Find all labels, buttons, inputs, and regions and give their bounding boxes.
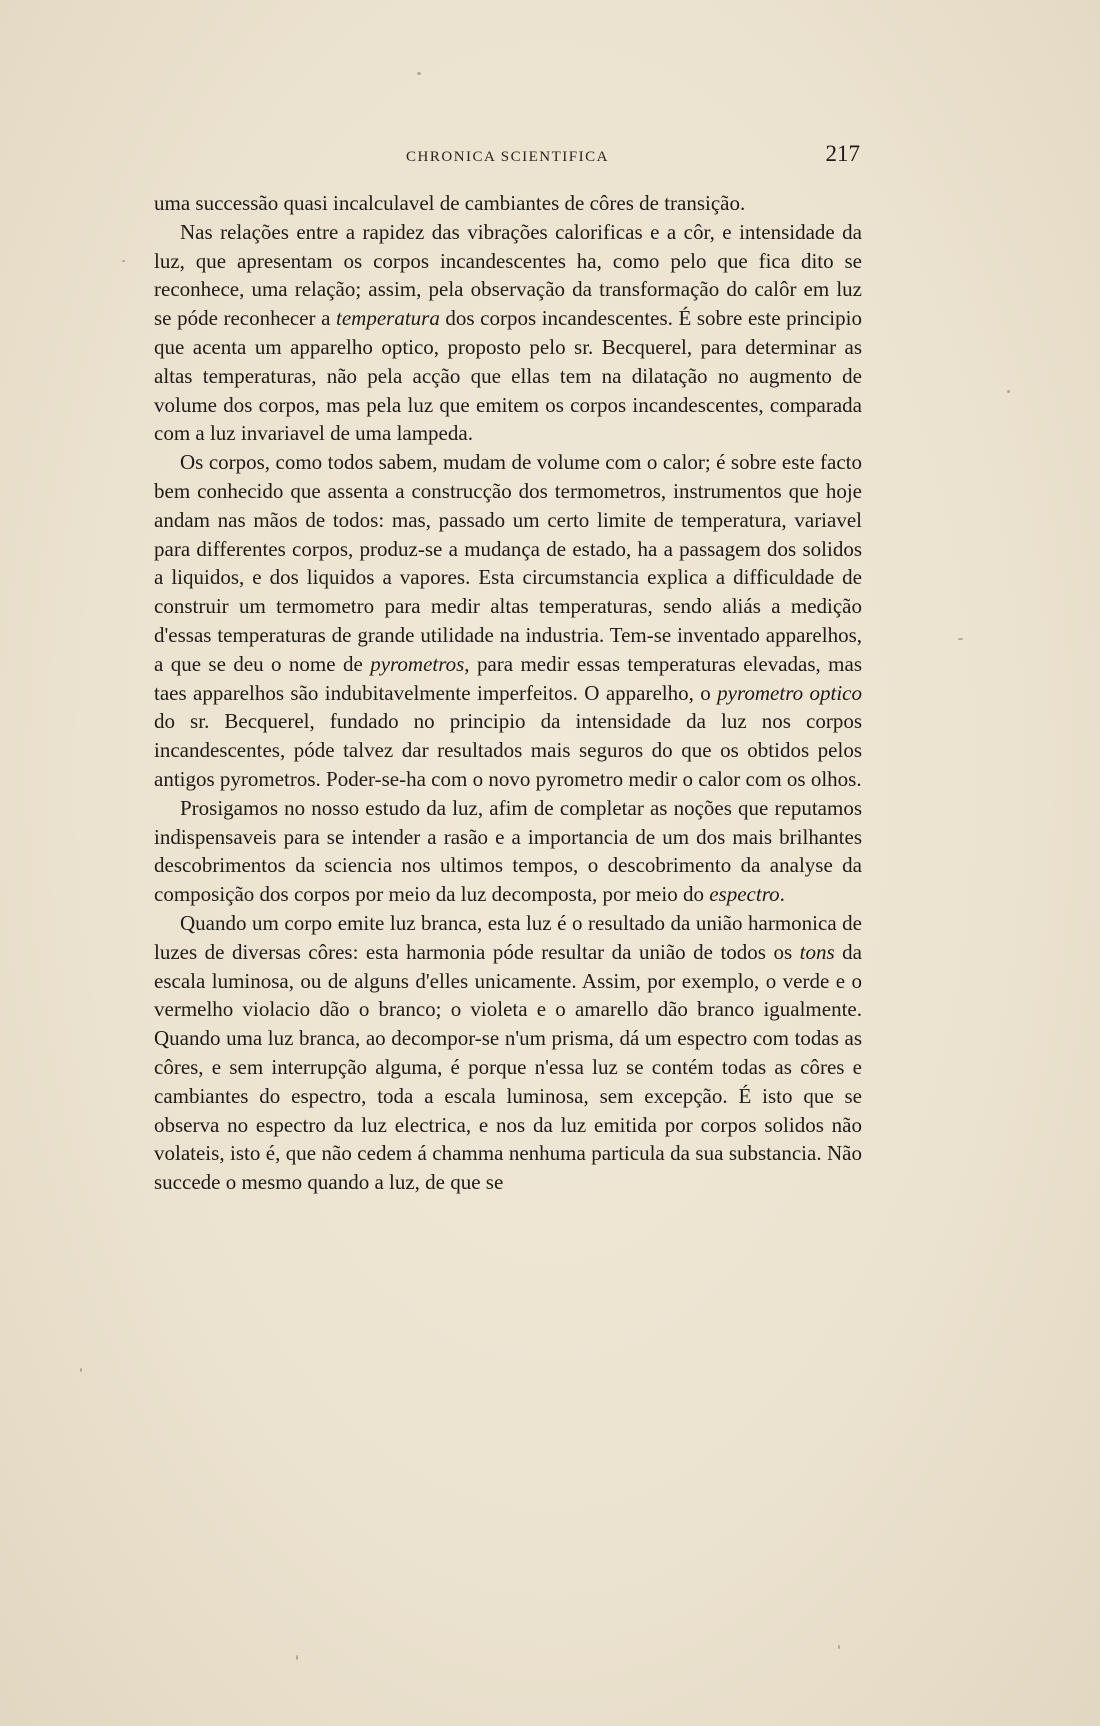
body-text [154, 189, 862, 1197]
paragraph-5 [154, 909, 862, 1197]
text-run: , para medir essas temperaturas elevadas, mas taes apparelhos são indubitavelmente imperfeitos. O apparelho, o [154, 651, 862, 705]
paper-speck [838, 1645, 840, 1649]
paragraph-2 [154, 218, 862, 448]
text-run: Nas relações entre a rapidez das vibrações calorificas e a côr, e intensidade da luz, que apresentam os corpos incandescentes ha, como pelo que fica dito se reconhece, uma relação; assim, pela observação da transformação do calôr em luz se póde reconhecer a [154, 219, 862, 331]
text-run: do sr. Becquerel, fundado no principio da intensidade da luz nos corpos incandescentes, póde talvez dar resultados mais seguros do que os obtidos pelos antigos pyrometros. Poder-se-ha com o novo pyrometro medir o calor com os olhos. [154, 709, 862, 791]
text-run: Os corpos, como todos sabem, mudam de volume com o calor; é sobre este facto bem conhecido que assenta a construcção dos termometros, instrumentos que hoje andam nas mãos de todos: mas, passado um certo limite de temperatura, variavel para differentes corpos, produz-se a mudança de estado, ha a passagem dos solidos a liquidos, e dos liquidos a vapores. Esta circumstancia explica a difficuldade de construir um termometro para medir altas temperaturas, sendo aliás a medição d'essas temperaturas de grande utilidade na industria. Tem-se inventado apparelhos, a que se deu o nome de [154, 450, 862, 676]
paper-speck [296, 1655, 298, 1660]
paragraph-4 [154, 794, 862, 909]
running-head [155, 141, 860, 175]
paragraph-3 [154, 448, 862, 794]
paper-speck [1007, 390, 1010, 393]
running-head-title: CHRONICA SCIENTIFICA [406, 149, 609, 165]
italic-term: pyrometro optico [717, 680, 862, 705]
text-run: da escala luminosa, ou de alguns d'elles unicamente. Assim, por exemplo, o verde e o vermelho violacio dão o branco; o violeta e o amarello dão branco igualmente. Quando uma luz branca, ao decompor-se n'um prisma, dá um espectro com todas as côres, e sem interrupção alguma, é porque n'essa luz se contém todas as côres e cambiantes do espectro, toda a escala luminosa, sem excepção. É isto que se observa no espectro da luz electrica, e nos da luz emitida por corpos solidos não volateis, isto é, que não cedem á chamma nenhuma particula da sua substancia. Não succede o mesmo quando a luz, de que se [154, 939, 862, 1195]
paper-speck [122, 260, 125, 262]
text-run: Prosigamos no nosso estudo da luz, afim de completar as noções que reputamos indispensaveis para se intender a rasão e a importancia de um dos mais brilhantes descobrimentos da sciencia nos ultimos tempos, o descobrimento da analyse da composição dos corpos por meio da luz decomposta, por meio do [154, 795, 862, 907]
text-run: dos corpos incandescentes. É sobre este principio que acenta um apparelho optico, proposto pelo sr. Becquerel, para determinar as altas temperaturas, não pela acção que ellas tem na dilatação no augmento de volume dos corpos, mas pela luz que emitem os corpos incandescentes, comparada com a luz invariavel de uma lampeda. [154, 306, 862, 446]
paragraph-1 [154, 189, 862, 218]
page-number: 217 [825, 141, 860, 166]
text-run: Quando um corpo emite luz branca, esta luz é o resultado da união harmonica de luzes de diversas côres: esta harmonia póde resultar da união de todos os [154, 910, 862, 964]
italic-term: pyrometros [370, 651, 465, 676]
text-run: uma successão quasi incalculavel de cambiantes de côres de transição. [154, 191, 746, 215]
text-run: . [779, 882, 785, 907]
italic-term: espectro [709, 882, 780, 907]
paper-speck [417, 72, 421, 75]
italic-term: temperatura [336, 306, 440, 331]
paper-speck [958, 638, 963, 640]
paper-speck [80, 1368, 82, 1372]
italic-term: tons [799, 939, 835, 964]
